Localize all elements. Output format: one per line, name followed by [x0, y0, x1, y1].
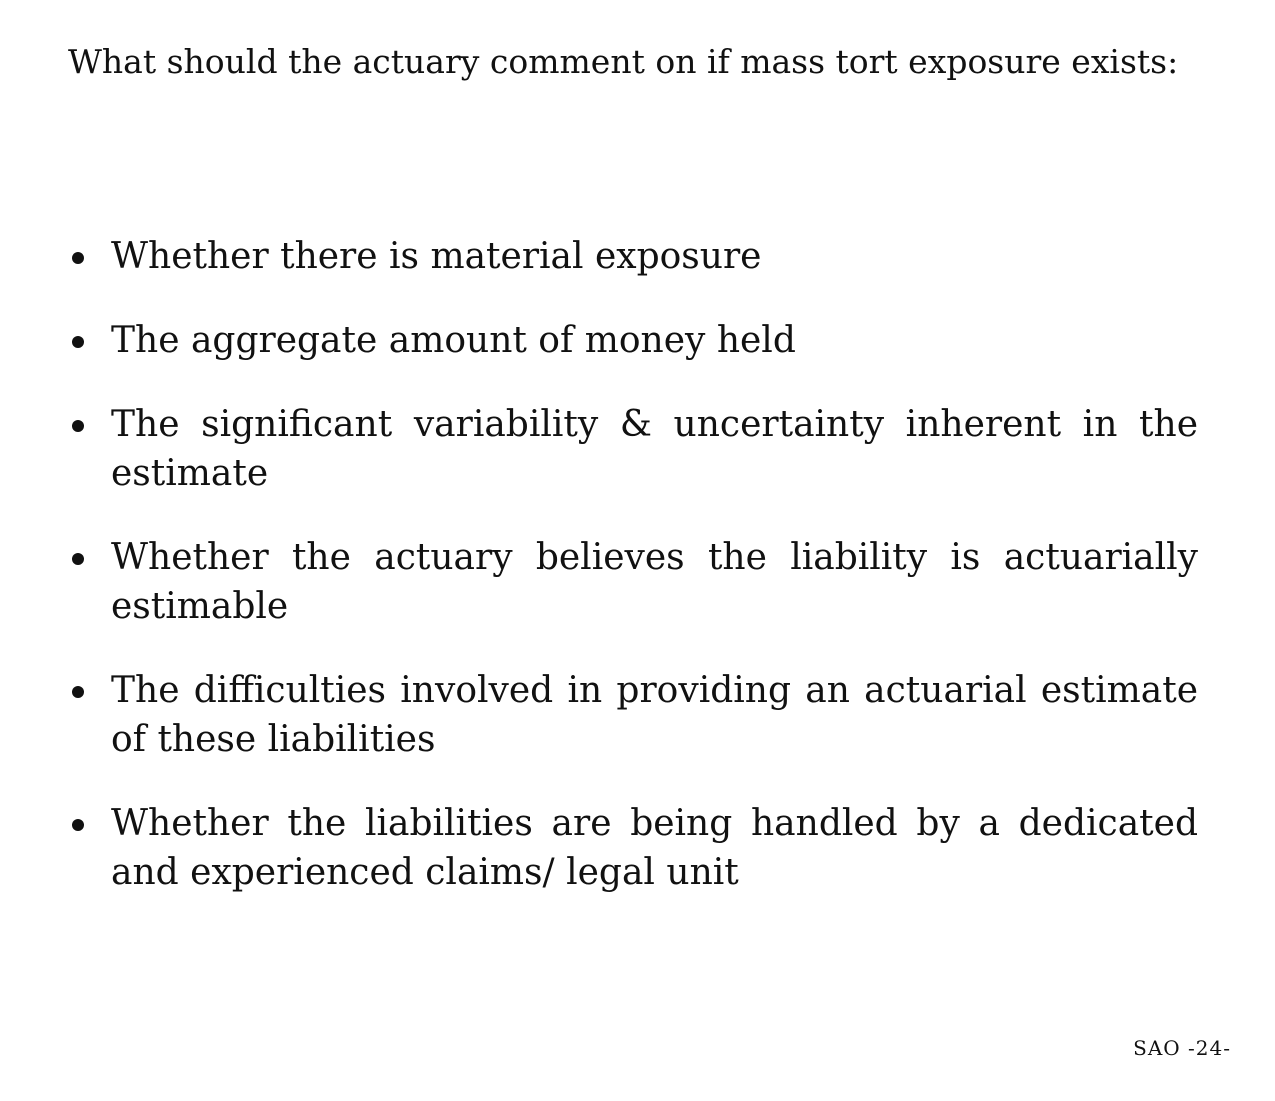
bullet-text: The significant variability & uncertainty inherent in the estimate	[111, 404, 1198, 494]
page-footer: SAO -24-	[1133, 1036, 1231, 1060]
bullet-item-6	[68, 799, 1198, 897]
bullet-dot-icon	[72, 336, 84, 348]
bullet-dot-icon	[72, 819, 84, 831]
bullet-item-1	[68, 232, 1198, 281]
bullet-dot-icon	[72, 252, 84, 264]
bullet-item-3	[68, 400, 1198, 498]
bullet-list	[68, 232, 1198, 932]
bullet-text: The aggregate amount of money held	[111, 320, 796, 361]
bullet-dot-icon	[72, 420, 84, 432]
bullet-text: Whether the actuary believes the liability is actuarially estimable	[111, 537, 1198, 627]
bullet-item-4	[68, 533, 1198, 631]
question-heading: What should the actuary comment on if mass tort exposure exists:	[68, 42, 1179, 81]
bullet-item-2	[68, 316, 1198, 365]
bullet-dot-icon	[72, 686, 84, 698]
bullet-dot-icon	[72, 553, 84, 565]
bullet-text: Whether the liabilities are being handled by a dedicated and experienced claims/ legal unit	[111, 803, 1198, 893]
bullet-text: The difficulties involved in providing an actuarial estimate of these liabilities	[111, 670, 1198, 760]
bullet-item-5	[68, 666, 1198, 764]
bullet-text: Whether there is material exposure	[111, 236, 762, 277]
